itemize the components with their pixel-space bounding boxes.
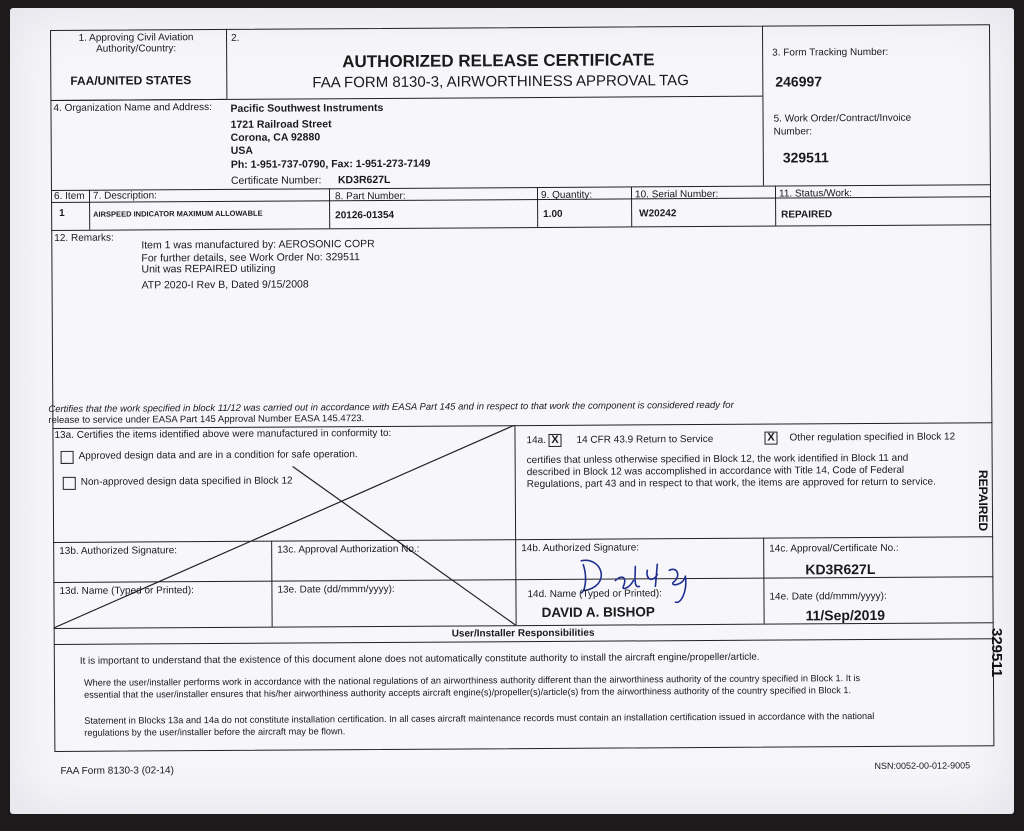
nsn-footer: NSN:0052-00-012-9005 xyxy=(874,760,971,771)
non-approved-design-checkbox[interactable] xyxy=(63,477,76,490)
block6-label: 6. Item xyxy=(53,190,85,202)
certificate-paper xyxy=(10,8,1014,814)
block14a-option-1: 14 CFR 43.9 Return to Service xyxy=(576,433,714,446)
approved-design-checkbox[interactable] xyxy=(61,451,74,464)
form-subtitle: FAA FORM 8130-3, AIRWORTHINESS APPROVAL TAG xyxy=(312,72,689,92)
certificate-number-value: KD3R627L xyxy=(337,173,391,187)
responsibility-3a: Statement in Blocks 13a and 14a do not constitute installation certification. In all cases aircraft maintenance records must contain an installation certification issued in accordance with the national xyxy=(84,710,875,726)
org-street: 1721 Railroad Street xyxy=(230,118,332,131)
form-number-footer: FAA Form 8130-3 (02-14) xyxy=(60,765,174,777)
block14d-label: 14d. Name (Typed or Printed): xyxy=(527,588,663,601)
block14a-text-2: described in Block 12 was accomplished in accordance with Title 14, Code of Federal xyxy=(526,464,905,479)
block5-label-2: Number: xyxy=(773,126,813,138)
block7-label: 7. Description: xyxy=(92,190,157,202)
responsibility-2a: Where the user/installer performs work in accordance with the national regulations of an airworthiness authority different than the airworthiness authority of the country specified in Block 1. It is xyxy=(83,673,861,688)
block14e-label: 14e. Date (dd/mmm/yyyy): xyxy=(769,590,887,603)
responsibility-3b: regulations by the user/installer before the aircraft may be flown. xyxy=(84,726,346,738)
block14b-label: 14b. Authorized Signature: xyxy=(521,542,640,555)
remark-line-2: For further details, see Work Order No: 329511 xyxy=(141,251,360,265)
easa-statement-2: release to service under EASA Part 145 Approval Number EASA 145.4723. xyxy=(48,413,365,427)
block14e-value: 11/Sep/2019 xyxy=(805,606,886,624)
margin-work-order-stamp: 329511 xyxy=(988,628,1005,678)
block9-label: 9. Quantity: xyxy=(540,189,593,202)
block14c-label: 14c. Approval/Certificate No.: xyxy=(769,542,899,555)
quantity-value: 1.00 xyxy=(543,208,563,220)
block14a-label: 14a. xyxy=(526,434,547,447)
org-country: USA xyxy=(230,144,253,157)
block13c-label: 13c. Approval Authorization No.: xyxy=(277,543,420,556)
block14a-text-1: certifies that unless otherwise specified in Block 12, the work identified in Block 11 and xyxy=(526,452,909,467)
responsibility-1: It is important to understand that the existence of this document alone does not automatically constitute authority to install the aircraft engine/propeller/article. xyxy=(79,651,760,667)
block3-value: 246997 xyxy=(775,73,823,90)
org-phone: Ph: 1-951-737-0790, Fax: 1-951-273-7149 xyxy=(230,157,431,171)
org-city: Corona, CA 92880 xyxy=(230,131,321,144)
cfr-43-9-checkbox[interactable]: X xyxy=(548,434,561,447)
block1-value: FAA/UNITED STATES xyxy=(70,73,192,88)
block14c-value: KD3R627L xyxy=(805,560,876,578)
block14a-text-3: Regulations, part 43 and in respect to that work, the items are approved for return to service. xyxy=(526,476,936,491)
org-name: Pacific Southwest Instruments xyxy=(230,101,384,115)
form-title: AUTHORIZED RELEASE CERTIFICATE xyxy=(342,50,655,72)
block5-label: 5. Work Order/Contract/Invoice xyxy=(773,112,912,125)
block3-label: 3. Form Tracking Number: xyxy=(772,46,889,59)
remark-line-1: Item 1 was manufactured by: AEROSONIC COPR xyxy=(141,238,375,252)
certificate-number-label: Certificate Number: xyxy=(230,174,322,187)
block2-label: 2. xyxy=(231,32,240,44)
item-value: 1 xyxy=(59,207,65,219)
block13a-label: 13a. Certifies the items identified above were manufactured in conformity to: xyxy=(54,427,392,441)
block8-label: 8. Part Number: xyxy=(334,190,406,203)
block13a-option-2: Non-approved design data specified in Block 12 xyxy=(80,475,293,488)
block13b-label: 13b. Authorized Signature: xyxy=(59,545,178,557)
block13e-label: 13e. Date (dd/mmm/yyyy): xyxy=(277,583,395,596)
block5-value: 329511 xyxy=(782,149,829,166)
easa-statement-1: Certifies that the work specified in block 11/12 was carried out in accordance with EASA Part 145 and in respect to that work the component is considered ready for xyxy=(48,399,734,416)
part-number-value: 20126-01354 xyxy=(335,209,395,222)
remark-line-4: ATP 2020-I Rev B, Dated 9/15/2008 xyxy=(141,278,309,292)
block1-label: 1. Approving Civil Aviation Authority/Country: xyxy=(78,32,194,55)
serial-number-value: W20242 xyxy=(639,208,677,220)
block4-label: 4. Organization Name and Address: xyxy=(53,102,212,114)
margin-status-stamp: REPAIRED xyxy=(976,470,990,532)
block14d-value: DAVID A. BISHOP xyxy=(541,604,655,621)
block12-label: 12. Remarks: xyxy=(54,232,114,244)
responsibilities-title: User/Installer Responsibilities xyxy=(451,627,595,640)
remark-line-3: Unit was REPAIRED utilizing xyxy=(141,262,276,276)
block14a-option-2: Other regulation specified in Block 12 xyxy=(789,431,956,444)
block13d-label: 13d. Name (Typed or Printed): xyxy=(59,585,194,597)
responsibility-2b: essential that the user/installer ensures that his/her airworthiness authority accepts aircraft engine(s)/propeller(s)/article(s) from the airworthiness authority of the country specified in Block 1. xyxy=(84,685,852,700)
form-8130-3 xyxy=(50,24,995,780)
status-work-value: REPAIRED xyxy=(781,209,833,221)
block11-label: 11. Status/Work: xyxy=(778,188,853,200)
description-value: AIRSPEED INDICATOR MAXIMUM ALLOWABLE xyxy=(93,208,263,219)
other-regulation-checkbox[interactable]: X xyxy=(764,432,777,445)
block10-label: 10. Serial Number: xyxy=(634,188,719,201)
block13a-option-1: Approved design data and are in a condition for safe operation. xyxy=(78,449,358,462)
